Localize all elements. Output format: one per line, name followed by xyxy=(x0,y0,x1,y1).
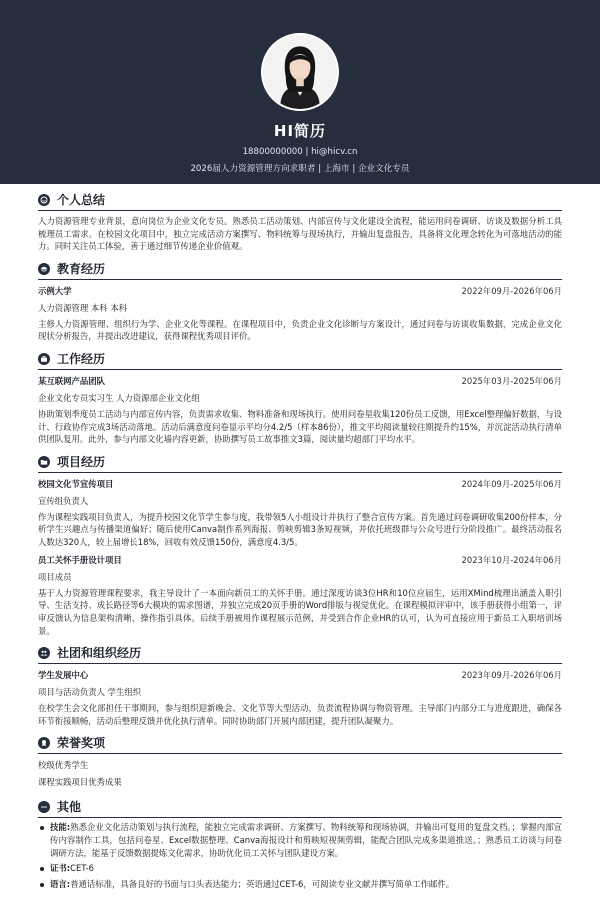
item-text: 熟悉企业文化活动策划与执行流程，能独立完成需求调研、方案撰写、物料统筹和现场协调，并输出可复用的复盘文档。；掌握内部宣传内容制作工具，包括问卷星、Excel数据整理、Canva海报设计和剪映短视频剪辑，能配合团队完成多渠道推送。；熟悉员工访谈与问卷调研方法，能基于反馈数据提炼文化需求，协助优化员工关怀与团队建设方案。 xyxy=(50,822,562,858)
section-title: 个人总结 xyxy=(57,193,106,207)
item-text: CET-6 xyxy=(70,863,94,874)
list-item xyxy=(38,878,562,891)
section-header xyxy=(38,733,562,754)
section-title: 工作经历 xyxy=(57,352,106,367)
job-intent: 2026届人力资源管理方向求职者 | 上海市 | 企业文化专员 xyxy=(190,164,410,174)
contact-info: 18800000000 | hi@hicv.cn xyxy=(242,147,358,157)
list-item xyxy=(38,862,562,875)
project-description: 作为课程实践项目负责人，为提升校园文化节学生参与度，我带领5人小组设计并执行了整合宣传方案。首先通过问卷调研收集200份样本，分析学生兴趣点与传播渠道偏好；随后使用Canva制作系列海报、剪映剪辑3条短视频，并依托班级群与公众号进行分阶段推广。最终活动报名人数达320人，较上届增长18%，回收有效反馈150份，满意度4.3/5。 xyxy=(38,511,562,548)
section-other xyxy=(38,797,562,890)
section-title: 项目经历 xyxy=(57,454,106,469)
section-header xyxy=(38,452,562,473)
project-date: 2024年09月-2025年06月 xyxy=(461,479,562,490)
school-name: 示例大学 xyxy=(38,286,72,297)
section-activities xyxy=(38,643,562,727)
education-date: 2022年09月-2026年06月 xyxy=(461,286,562,297)
activity-role: 项目与活动负责人 学生组织 xyxy=(38,687,142,698)
project-role: 宣传组负责人 xyxy=(38,495,89,506)
section-title: 社团和组织经历 xyxy=(57,646,142,661)
project-name: 校园文化节宣传项目 xyxy=(38,479,114,490)
section-title: 教育经历 xyxy=(57,261,106,276)
item-label: 证书: xyxy=(50,863,71,874)
section-title: 其他 xyxy=(57,800,82,815)
section-projects xyxy=(38,452,562,637)
activity-description: 在校学生会文化部担任干事期间，参与组织迎新晚会、文化节等大型活动，负责流程协调与物资管理。主导部门内部分工与进度跟进，确保各环节衔接顺畅，活动后整理反馈并优化执行清单。同时协助部门开展内部团建，提升团队凝聚力。 xyxy=(38,703,562,726)
resume-header xyxy=(0,0,600,184)
section-header xyxy=(38,349,562,370)
team-icon xyxy=(38,647,50,659)
section-summary xyxy=(38,190,562,253)
section-header xyxy=(38,797,562,818)
resume-body xyxy=(0,190,600,890)
section-header xyxy=(38,190,562,211)
organization-name: 学生发展中心 xyxy=(38,670,89,681)
item-label: 技能: xyxy=(50,822,71,833)
portrait-image xyxy=(263,35,337,109)
summary-text: 人力资源管理专业背景，意向岗位为企业文化专员。熟悉员工活动策划、内部宣传与文化建设全流程，能运用问卷调研、访谈及数据分析工具梳理员工需求。在校园文化项目中，独立完成活动方案撰写、物料统筹与现场执行，并输出复盘报告，具备将文化理念转化为可落地活动的能力。同时关注员工体验，善于通过细节传递企业价值观。 xyxy=(38,216,562,252)
section-education xyxy=(38,259,562,343)
work-description: 协助策划季度员工活动与内部宣传内容，负责需求收集、物料准备和现场执行。使用问卷星收集120份员工反馈，用Excel整理偏好数据，与设计、行政协作完成3场活动落地。活动后满意度问卷显示平均分4.2/5（样本86份），推文平均阅读量较往期提升约15%，并沉淀活动执行清单供团队复用。此外，参与内部文化墙内容更新，协助撰写员工故事推文3篇，阅读量均超部门平均水平。 xyxy=(38,409,562,445)
education-description: 主修人力资源管理、组织行为学、企业文化等课程。在课程项目中，负责企业文化诊断与方案设计，通过问卷与访谈收集数据，完成企业文化现状分析报告，并提出改进建议，获得课程优秀项目评价。 xyxy=(38,318,562,342)
briefcase-icon xyxy=(38,353,50,365)
other-list xyxy=(38,821,562,890)
activity-date: 2023年09月-2026年06月 xyxy=(461,670,562,681)
section-work xyxy=(38,349,562,446)
candidate-name: HI简历 xyxy=(273,122,327,140)
smile-icon xyxy=(38,194,50,206)
section-header xyxy=(38,643,562,664)
section-honors xyxy=(38,733,562,791)
honor-item: 校级优秀学生 xyxy=(38,760,89,771)
list-item xyxy=(38,821,562,859)
project-entry xyxy=(38,552,562,637)
item-label: 语言: xyxy=(50,878,71,889)
work-entry xyxy=(38,373,562,446)
folder-icon xyxy=(38,456,50,468)
work-date: 2025年03月-2025年06月 xyxy=(461,376,562,387)
honor-item: 课程实践项目优秀成果 xyxy=(38,777,122,788)
education-entry xyxy=(38,283,562,343)
project-entry xyxy=(38,476,562,549)
activity-entry xyxy=(38,667,562,727)
work-role: 企业文化专员实习生 人力资源部企业文化组 xyxy=(38,393,200,404)
section-title: 荣誉奖项 xyxy=(57,736,106,751)
more-icon xyxy=(38,801,50,813)
project-name: 员工关怀手册设计项目 xyxy=(38,554,122,565)
project-date: 2023年10月-2024年06月 xyxy=(461,554,562,565)
education-major: 人力资源管理 本科 本科 xyxy=(38,302,128,313)
project-role: 项目成员 xyxy=(38,571,72,582)
company-name: 某互联网产品团队 xyxy=(38,376,105,387)
award-icon xyxy=(38,737,50,749)
graduation-cap-icon xyxy=(38,263,50,275)
project-description: 基于人力资源管理课程要求，我主导设计了一本面向新员工的关怀手册。通过深度访谈3位HR和10位应届生，运用XMind梳理出涵盖入职引导、生活支持、成长路径等6大模块的需求图谱，并独立完成20页手册的Word排版与视觉优化。在课程模拟评审中，该手册获得小组第一，评审反馈认为信息架构清晰、操作指引具体。后续手册被用作课程展示范例，并受到合作企业HR的认可，认为可直接应用于新员工入职培训场景。 xyxy=(38,587,562,636)
section-header xyxy=(38,259,562,280)
item-text: 普通话标准，具备良好的书面与口头表达能力；英语通过CET-6，可阅读专业文献并撰写简单工作邮件。 xyxy=(70,878,455,889)
profile-photo xyxy=(261,33,339,111)
